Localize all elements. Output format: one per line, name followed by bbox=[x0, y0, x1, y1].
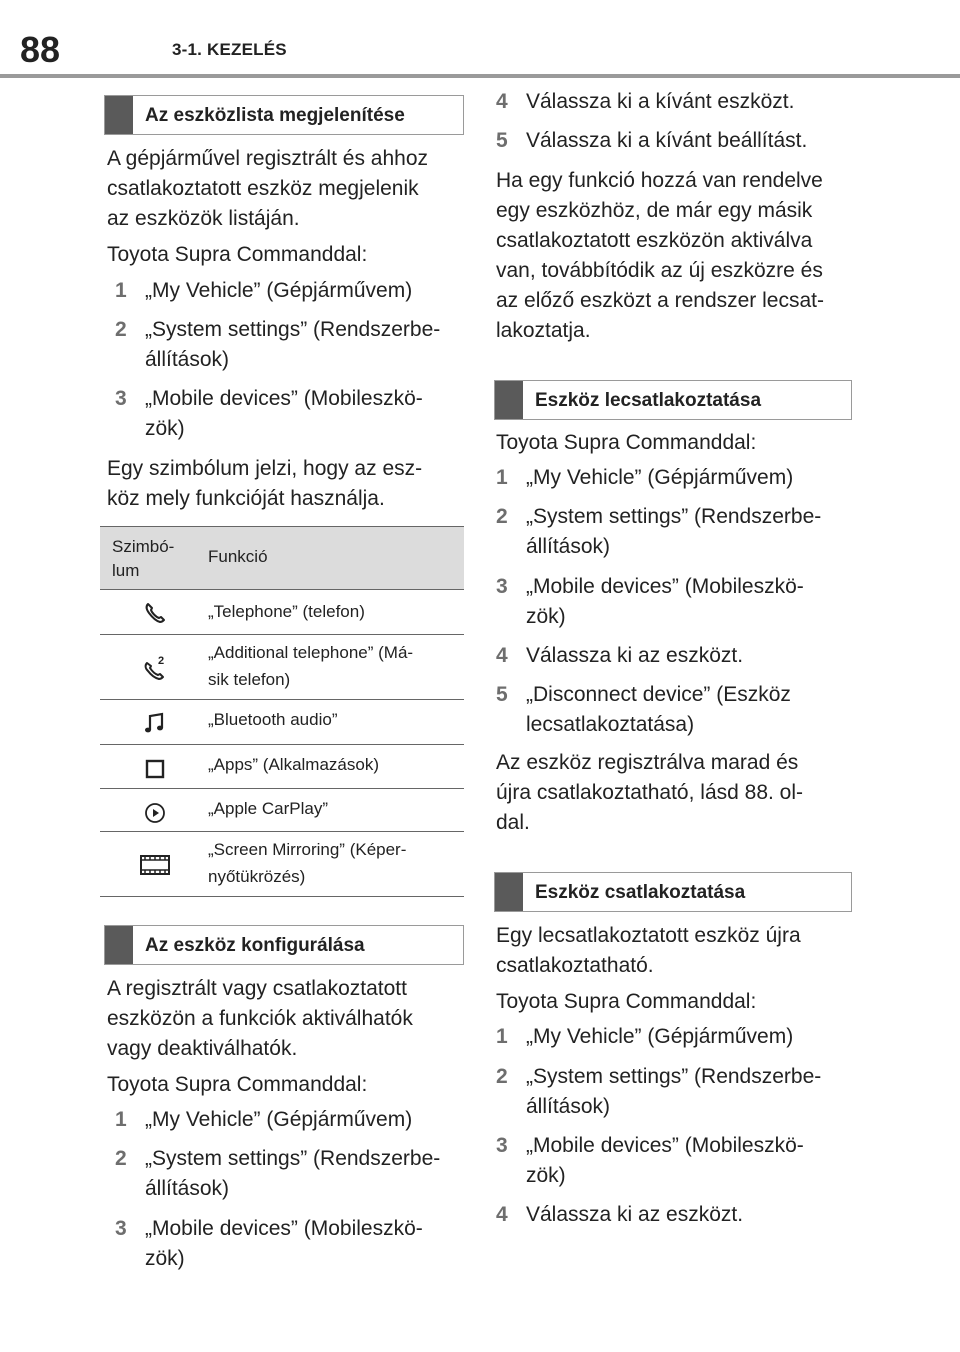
table-row bbox=[100, 700, 464, 745]
step-number: 4 bbox=[496, 644, 508, 667]
text-line: nyőtükrözés) bbox=[208, 867, 306, 886]
table-header-symbol bbox=[112, 535, 192, 583]
step-number: 2 bbox=[496, 1065, 508, 1088]
text-line: egy eszközhöz, de már egy másik bbox=[496, 199, 813, 222]
step-text: állítások) bbox=[526, 535, 611, 558]
text-line: dal. bbox=[496, 811, 530, 834]
section-heading-bar bbox=[105, 96, 133, 134]
text-line: az eszközök listáján. bbox=[107, 207, 300, 230]
function-label bbox=[208, 795, 458, 822]
section-heading-bar bbox=[495, 873, 523, 911]
step-number: 3 bbox=[496, 1134, 508, 1157]
commander-label: Toyota Supra Commanddal: bbox=[107, 1073, 368, 1096]
step-text: „System settings” (Rendszerbe- bbox=[145, 1147, 441, 1170]
text-line: „Telephone” (telefon) bbox=[208, 602, 365, 621]
disconnect-outro bbox=[496, 748, 856, 838]
text-line: „Screen Mirroring” (Képer- bbox=[208, 840, 407, 859]
step-number: 5 bbox=[496, 129, 508, 152]
text-line: Egy lecsatlakoztatott eszköz újra bbox=[496, 924, 801, 947]
text-line: Szimbó- bbox=[112, 537, 175, 556]
text-line: csatlakoztatott eszköz megjelenik bbox=[107, 177, 419, 200]
text-line: csatlakoztatott eszközön aktiválva bbox=[496, 229, 813, 252]
text-line: csatlakoztatható. bbox=[496, 954, 654, 977]
step-text: „My Vehicle” (Gépjárművem) bbox=[145, 279, 413, 302]
section-heading-bar bbox=[495, 381, 523, 419]
commander-label: Toyota Supra Commanddal: bbox=[107, 243, 368, 266]
step-text: zök) bbox=[526, 605, 566, 628]
commander-label: Toyota Supra Commanddal: bbox=[496, 990, 757, 1013]
commander-label: Toyota Supra Commanddal: bbox=[496, 431, 757, 454]
step-number: 2 bbox=[115, 1147, 127, 1170]
text-line: „Additional telephone” (Má- bbox=[208, 643, 414, 662]
step-text: „My Vehicle” (Gépjárművem) bbox=[526, 1025, 794, 1048]
step-text: állítások) bbox=[145, 1177, 230, 1200]
page-number: 88 bbox=[20, 29, 61, 70]
step-text: lecsatlakoztatása) bbox=[526, 713, 695, 736]
filmstrip-icon bbox=[138, 850, 172, 880]
step-text: Válassza ki a kívánt eszközt. bbox=[526, 90, 795, 113]
text-line: „Bluetooth audio” bbox=[208, 710, 338, 729]
table-row bbox=[100, 590, 464, 635]
step-text: „System settings” (Rendszerbe- bbox=[145, 318, 441, 341]
step-number: 1 bbox=[496, 466, 508, 489]
step-number: 2 bbox=[496, 505, 508, 528]
table-header bbox=[100, 526, 464, 590]
page-header bbox=[0, 0, 960, 82]
text-line: „Apps” (Alkalmazások) bbox=[208, 755, 379, 774]
step-number: 4 bbox=[496, 90, 508, 113]
section-heading-title: Eszköz lecsatlakoztatása bbox=[535, 390, 762, 411]
step-text: „My Vehicle” (Gépjárművem) bbox=[526, 466, 794, 489]
table-row bbox=[100, 745, 464, 789]
step-text: „System settings” (Rendszerbe- bbox=[526, 505, 822, 528]
text-line: A regisztrált vagy csatlakoztatott bbox=[107, 977, 407, 1000]
configure-intro bbox=[107, 974, 467, 1064]
connect-intro bbox=[496, 921, 856, 981]
step-text: „Mobile devices” (Mobileszkö- bbox=[145, 1217, 423, 1240]
text-line: vagy deaktiválhatók. bbox=[107, 1037, 298, 1060]
step-number: 2 bbox=[115, 318, 127, 341]
text-line: A gépjárművel regisztrált és ahhoz bbox=[107, 147, 428, 170]
step-number: 1 bbox=[115, 279, 127, 302]
step-text: zök) bbox=[145, 1247, 185, 1270]
table-row bbox=[100, 832, 464, 897]
text-line: sik telefon) bbox=[208, 670, 291, 689]
text-line: lakoztatja. bbox=[496, 319, 591, 342]
text-line: Az eszköz regisztrálva marad és bbox=[496, 751, 799, 774]
header-divider bbox=[0, 74, 960, 78]
music-note-icon bbox=[140, 708, 170, 738]
text-line: újra csatlakoztatható, lásd 88. ol- bbox=[496, 781, 804, 804]
function-label bbox=[208, 706, 458, 733]
step-text: „Disconnect device” (Eszköz bbox=[526, 683, 791, 706]
step-number: 1 bbox=[496, 1025, 508, 1048]
step-text: Válassza ki az eszközt. bbox=[526, 1203, 744, 1226]
section-heading-bar bbox=[105, 926, 133, 964]
step-number: 3 bbox=[496, 575, 508, 598]
section-heading-device-list bbox=[104, 95, 464, 135]
step-text: zök) bbox=[145, 417, 185, 440]
step-text: állítások) bbox=[526, 1095, 611, 1118]
step-text: „Mobile devices” (Mobileszkö- bbox=[145, 387, 423, 410]
function-label bbox=[208, 751, 458, 778]
text-line: „Apple CarPlay” bbox=[208, 799, 328, 818]
step-number: 4 bbox=[496, 1203, 508, 1226]
section-heading-title: Az eszközlista megjelenítése bbox=[145, 105, 405, 126]
section-heading-title: Eszköz csatlakoztatása bbox=[535, 882, 746, 903]
section-heading-connect bbox=[494, 872, 852, 912]
section-heading-disconnect bbox=[494, 380, 852, 420]
step-text: „Mobile devices” (Mobileszkö- bbox=[526, 1134, 804, 1157]
section-heading-title: Az eszköz konfigurálása bbox=[145, 935, 365, 956]
step-number: 3 bbox=[115, 1217, 127, 1240]
text-line: köz mely funkcióját használja. bbox=[107, 487, 385, 510]
step-text: zök) bbox=[526, 1164, 566, 1187]
step-text: „Mobile devices” (Mobileszkö- bbox=[526, 575, 804, 598]
step-number: 3 bbox=[115, 387, 127, 410]
text-line: Ha egy funkció hozzá van rendelve bbox=[496, 169, 823, 192]
step-number: 1 bbox=[115, 1108, 127, 1131]
table-row bbox=[100, 635, 464, 700]
additional-telephone-icon bbox=[140, 653, 170, 683]
chapter-title: 3-1. KEZELÉS bbox=[172, 40, 287, 59]
step-text: „My Vehicle” (Gépjárművem) bbox=[145, 1108, 413, 1131]
text-line: Egy szimbólum jelzi, hogy az esz- bbox=[107, 457, 423, 480]
function-label bbox=[208, 598, 458, 625]
apps-square-icon bbox=[140, 754, 170, 784]
carplay-play-icon bbox=[140, 798, 170, 828]
text-line: lum bbox=[112, 561, 140, 580]
step-text: Válassza ki az eszközt. bbox=[526, 644, 744, 667]
svg-text:2: 2 bbox=[158, 655, 165, 667]
section-heading-configure bbox=[104, 925, 464, 965]
text-line: eszközön a funkciók aktiválhatók bbox=[107, 1007, 413, 1030]
step-text: „System settings” (Rendszerbe- bbox=[526, 1065, 822, 1088]
step-text: Válassza ki a kívánt beállítást. bbox=[526, 129, 808, 152]
telephone-icon bbox=[140, 598, 170, 628]
table-header-function: Funkció bbox=[208, 547, 268, 566]
function-label bbox=[208, 836, 458, 890]
reassign-paragraph bbox=[496, 166, 856, 346]
function-label bbox=[208, 639, 458, 693]
device-list-intro bbox=[107, 144, 467, 234]
step-text: állítások) bbox=[145, 348, 230, 371]
text-line: az előző eszközt a rendszer lecsat- bbox=[496, 289, 824, 312]
text-line: van, továbbítódik az új eszközre és bbox=[496, 259, 823, 282]
symbol-intro bbox=[107, 454, 467, 514]
step-number: 5 bbox=[496, 683, 508, 706]
table-row bbox=[100, 789, 464, 832]
